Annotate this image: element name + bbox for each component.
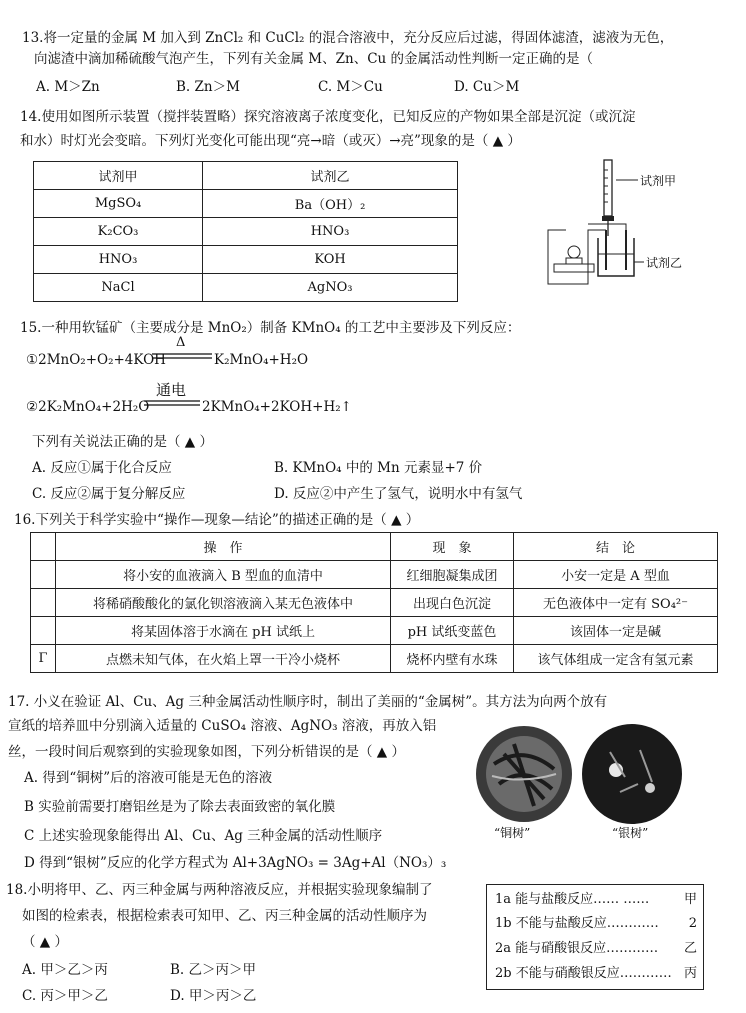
table-header-row bbox=[34, 162, 458, 190]
key-row bbox=[495, 891, 697, 909]
q18-option-a: A. 甲＞乙＞丙 bbox=[22, 962, 108, 978]
table-row bbox=[31, 589, 718, 617]
q18-option-c: C. 丙＞甲＞乙 bbox=[22, 988, 108, 1004]
q15-option-c: C. 反应②属于复分解反应 bbox=[32, 486, 186, 502]
equals-sign-icon bbox=[144, 399, 200, 407]
q15-equation-2-condition: 通电 bbox=[156, 381, 187, 399]
label-reagent-jia: 试剂甲 bbox=[640, 174, 677, 188]
q13-option-c: C. M＞Cu bbox=[318, 79, 383, 95]
q13-line1: 13.将一定量的金属 M 加入到 ZnCl₂ 和 CuCl₂ 的混合溶液中，充分反应后过滤，得固体滤渣，滤液为无色， bbox=[22, 30, 674, 46]
silver-tree-photo bbox=[580, 722, 684, 826]
table-cell: 点燃未知气体，在火焰上罩一干冷小烧杯 bbox=[56, 645, 391, 673]
table-row bbox=[34, 218, 458, 246]
table-cell: Γ bbox=[31, 645, 56, 673]
key-row-label: 1b 不能与盐酸反应………… bbox=[495, 916, 659, 931]
table-cell: HNO₃ bbox=[203, 218, 458, 246]
conductivity-apparatus-diagram bbox=[540, 158, 710, 298]
table-cell: 烧杯内壁有水珠 bbox=[391, 645, 514, 673]
key-row bbox=[495, 915, 697, 933]
q13-line2: 向滤渣中滴加稀硫酸气泡产生，下列有关金属 M、Zn、Cu 的金属活动性判断一定正确的是（ bbox=[34, 51, 594, 67]
q18-line3: （ ▲ ） bbox=[22, 934, 68, 950]
table-header-cell: 结 论 bbox=[514, 533, 718, 561]
q17-option-c: C 上述实验现象能得出 Al、Cu、Ag 三种金属的活动性顺序 bbox=[24, 828, 383, 844]
key-row bbox=[495, 940, 697, 958]
table-header-cell: 现 象 bbox=[391, 533, 514, 561]
key-row bbox=[495, 965, 697, 983]
q18-line1: 18.小明将甲、乙、丙三种金属与两种溶液反应，并根据实验现象编制了 bbox=[6, 882, 433, 898]
q15-equation-1-right: K₂MnO₄+H₂O bbox=[214, 352, 309, 368]
table-cell bbox=[31, 561, 56, 589]
q15-option-a: A. 反应①属于化合反应 bbox=[32, 460, 172, 476]
table-cell: HNO₃ bbox=[34, 246, 203, 274]
q14-line1: 14.使用如图所示装置（搅拌装置略）探究溶液离子浓度变化，已知反应的产物如果全部是沉淀（或沉淀 bbox=[20, 109, 636, 125]
key-row-value: 乙 bbox=[683, 941, 697, 956]
q18-option-d: D. 甲＞丙＞乙 bbox=[170, 988, 257, 1004]
q15-equation-1-left: ①2MnO₂+O₂+4KOH bbox=[26, 352, 166, 368]
q17-line2: 宣纸的培养皿中分别滴入适量的 CuSO₄ 溶液、AgNO₃ 溶液，再放入铝 bbox=[8, 718, 437, 734]
table-cell: 该气体组成一定含有氢元素 bbox=[514, 645, 718, 673]
table-cell: MgSO₄ bbox=[34, 190, 203, 218]
q13-option-b: B. Zn＞M bbox=[176, 79, 240, 95]
copper-tree-photo bbox=[474, 724, 574, 824]
table-header-cell bbox=[31, 533, 56, 561]
q15-equation-2-left: ②2K₂MnO₄+2H₂O bbox=[26, 399, 150, 415]
q17-line1: 17. 小义在验证 Al、Cu、Ag 三种金属活动性顺序时，制出了美丽的“金属树”。其方法为向两个放有 bbox=[8, 694, 608, 710]
q18-line2: 如图的检索表，根据检索表可知甲、乙、丙三种金属的活动性顺序为 bbox=[22, 908, 427, 924]
table-cell: 小安一定是 A 型血 bbox=[514, 561, 718, 589]
q17-option-b: B 实验前需要打磨铝丝是为了除去表面致密的氧化膜 bbox=[24, 799, 336, 815]
table-cell: 出现白色沉淀 bbox=[391, 589, 514, 617]
table-cell: 无色液体中一定有 SO₄²⁻ bbox=[514, 589, 718, 617]
q15-option-d: D. 反应②中产生了氢气，说明水中有氢气 bbox=[274, 486, 523, 502]
q17-option-d: D 得到“银树”反应的化学方程式为 Al+3AgNO₃ = 3Ag+Al（NO₃）₃ bbox=[24, 855, 447, 871]
table-row bbox=[31, 645, 718, 673]
table-cell bbox=[31, 617, 56, 645]
q16-experiment-table bbox=[30, 532, 718, 673]
q13-option-a: A. M＞Zn bbox=[36, 79, 100, 95]
table-cell: 将某固体溶于水滴在 pH 试纸上 bbox=[56, 617, 391, 645]
q15-stem: 下列有关说法正确的是（ ▲ ） bbox=[32, 434, 213, 450]
table-cell: AgNO₃ bbox=[203, 274, 458, 302]
table-header-row bbox=[31, 533, 718, 561]
q17-line3: 丝，一段时间后观察到的实验现象如图，下列分析错误的是（ ▲ ） bbox=[8, 744, 405, 760]
table-cell: pH 试纸变蓝色 bbox=[391, 617, 514, 645]
key-row-value: 2 bbox=[688, 916, 697, 931]
table-cell: 该固体一定是碱 bbox=[514, 617, 718, 645]
table-cell: K₂CO₃ bbox=[34, 218, 203, 246]
q18-dichotomous-key bbox=[486, 884, 704, 990]
table-header-cell: 试剂甲 bbox=[34, 162, 203, 190]
q13-option-d: D. Cu＞M bbox=[454, 79, 520, 95]
key-row-label: 2a 能与硝酸银反应………… bbox=[495, 941, 659, 956]
table-cell: KOH bbox=[203, 246, 458, 274]
q15-equation-1-condition: Δ bbox=[176, 335, 186, 350]
equals-sign-icon bbox=[152, 352, 212, 360]
label-reagent-yi: 试剂乙 bbox=[646, 256, 683, 270]
q18-option-b: B. 乙＞丙＞甲 bbox=[170, 962, 257, 978]
table-cell bbox=[31, 589, 56, 617]
table-row bbox=[34, 190, 458, 218]
q16-line1: 16.下列关于科学实验中“操作—现象—结论”的描述正确的是（ ▲ ） bbox=[14, 512, 420, 528]
q14-reagent-table bbox=[33, 161, 458, 302]
key-row-value: 丙 bbox=[683, 966, 697, 981]
table-row bbox=[34, 274, 458, 302]
table-cell: 红细胞凝集成团 bbox=[391, 561, 514, 589]
table-cell: Ba（OH）₂ bbox=[203, 190, 458, 218]
key-row-value: 甲 bbox=[683, 892, 697, 907]
table-header-cell: 试剂乙 bbox=[203, 162, 458, 190]
key-row-label: 2b 不能与硝酸银反应………… bbox=[495, 966, 672, 981]
table-cell: 将稀硝酸酸化的氯化钡溶液滴入某无色液体中 bbox=[56, 589, 391, 617]
table-row bbox=[31, 561, 718, 589]
key-row-label: 1a 能与盐酸反应…… …… bbox=[495, 892, 650, 907]
table-row bbox=[34, 246, 458, 274]
table-cell: 将小安的血液滴入 B 型血的血清中 bbox=[56, 561, 391, 589]
q17-option-a: A. 得到“铜树”后的溶液可能是无色的溶液 bbox=[24, 770, 273, 786]
q15-equation-2-right: 2KMnO₄+2KOH+H₂↑ bbox=[202, 399, 352, 415]
caption-silver-tree: “银树” bbox=[612, 826, 649, 840]
table-header-cell: 操 作 bbox=[56, 533, 391, 561]
table-cell: NaCl bbox=[34, 274, 203, 302]
q15-line1: 15.一种用软锰矿（主要成分是 MnO₂）制备 KMnO₄ 的工艺中主要涉及下列反应： bbox=[20, 320, 521, 336]
q15-option-b: B. KMnO₄ 中的 Mn 元素显+7 价 bbox=[274, 460, 483, 476]
caption-copper-tree: “铜树” bbox=[494, 826, 531, 840]
table-row bbox=[31, 617, 718, 645]
q14-line2: 和水）时灯光会变暗。下列灯光变化可能出现“亮→暗（或灭）→亮”现象的是（ ▲ ） bbox=[20, 133, 521, 149]
